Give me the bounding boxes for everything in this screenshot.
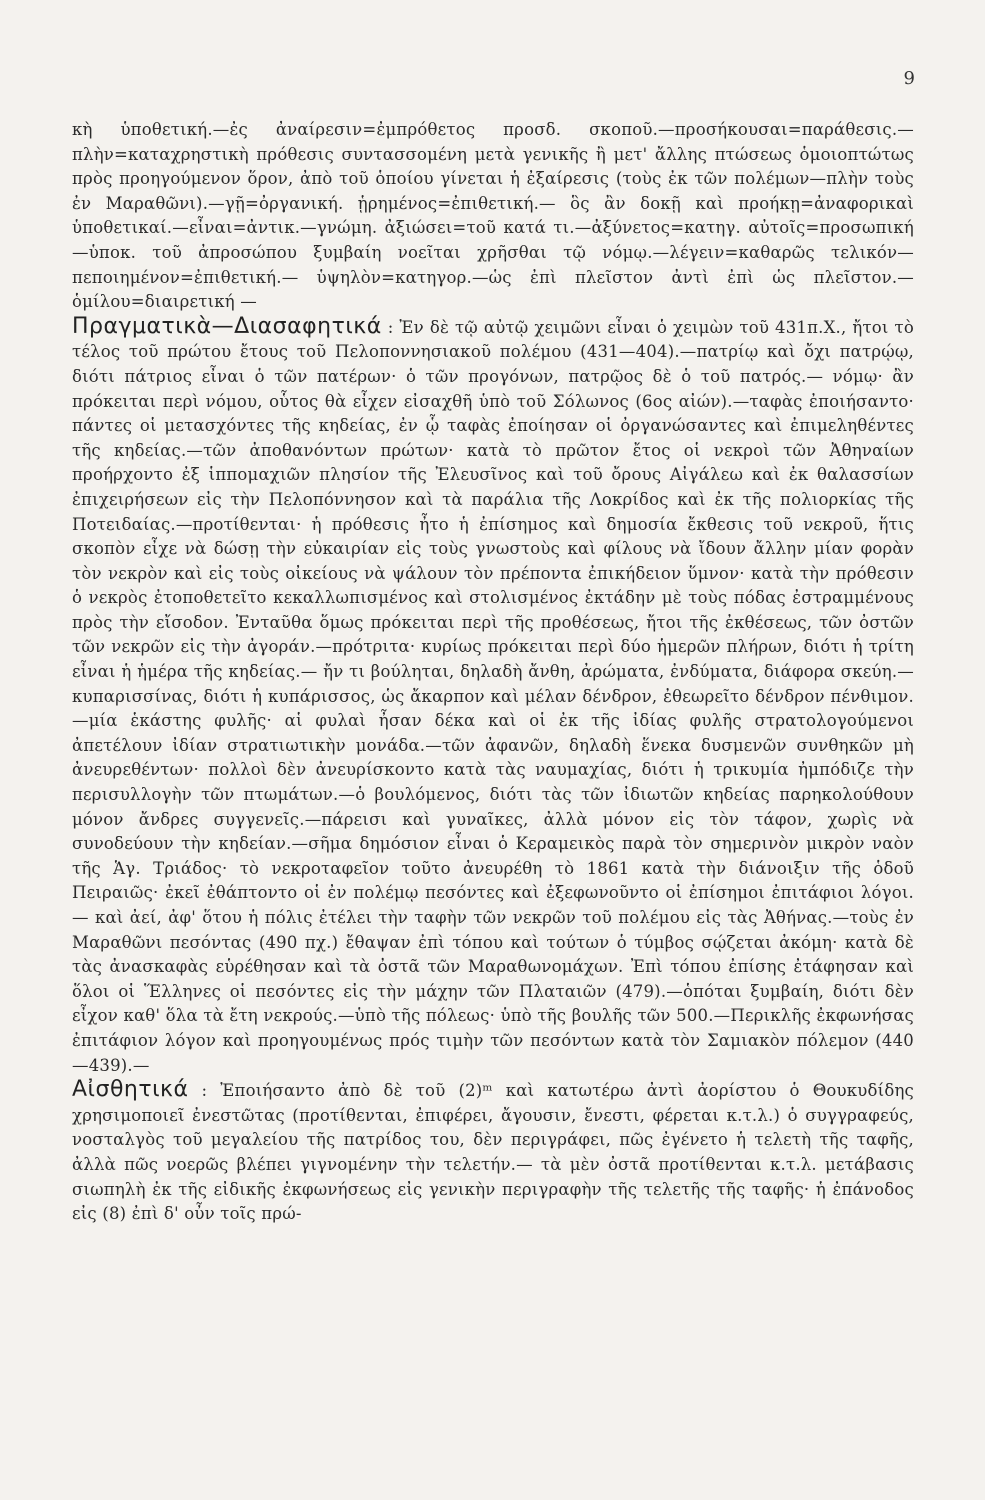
commentary-text <box>72 118 914 1227</box>
aesthetic-notes-text: : Ἐποιήσαντο ἀπὸ δὲ τοῦ (2)ᵐ καὶ κατωτέρω ἀντὶ ἀορίστου ὁ Θουκυδίδης χρησιμοποιεῖ ἐνεστῶτας (προτίθενται, ἐπιφέρει, ἄγουσιν, ἔνεστι, φέρεται κ.τ.λ.) ὁ συγγραφεύς, νοσταλγὸς τοῦ μεγαλείου τῆς πατρίδος του, δὲν περιγράφει, πῶς ἐγένετο ἡ τελετὴ τῆς ταφῆς, ἀλλὰ πῶς νοερῶς βλέπει γιγνομένην τὴν τελετήν.— τὰ μὲν ὀστᾶ προτίθενται κ.τ.λ. μετάβασις σιωπηλὴ ἐκ τῆς εἰδικῆς ἐκφωνήσεως εἰς γενικὴν περιγραφὴν τῆς τελετῆς τῆς ταφῆς· ἡ ἐπάνοδος εἰς (8) ἐπὶ δ' οὖν τοῖς πρώ- <box>72 1081 914 1224</box>
section-heading-pragmatika: Πραγματικὰ—Διασαφητικά <box>72 313 382 339</box>
paragraph-aesthetic-notes <box>72 1078 914 1227</box>
section-heading-aisthetika: Αἰσθητικά <box>72 1077 189 1103</box>
historical-notes-text: : Ἐν δὲ τῷ αὐτῷ χειμῶνι εἶναι ὁ χειμὼν τοῦ 431π.Χ., ἤτοι τὸ τέλος τοῦ πρώτου ἔτους τοῦ Πελοποννησιακοῦ πολέμου (431—404).—πατρίῳ καὶ ὄχι πατρῴῳ, διότι πάτριος εἶναι ὁ τῶν πατέρων· ὁ τῶν προγόνων, πατρῷος δὲ ὁ τοῦ πατρός.— νόμῳ· ἂν πρόκειται περὶ νόμου, οὗτος θὰ εἶχεν εἰσαχθῆ ὑπὸ τοῦ Σόλωνος (6ος αἰών).—ταφὰς ἐποιήσαντο· πάντες οἱ μετασχόντες τῆς κηδείας, ἐν ᾧ ταφὰς ἐποίησαν οἱ ὀργανώσαντες καὶ ἐπιμεληθέντες τῆς κηδείας.—τῶν ἀποθανόντων πρώτων· κατὰ τὸ πρῶτον ἔτος οἱ νεκροὶ τῶν Ἀθηναίων προήρχοντο ἐξ ἱππομαχιῶν πλησίον τῆς Ἐλευσῖνος καὶ τοῦ ὄρους Αἰγάλεω καὶ ἐκ θαλασσίων ἐπιχειρήσεων εἰς τὴν Πελοπόννησον καὶ τὰ παράλια τῆς Λοκρίδος καὶ ἐκ τῆς πολιορκίας τῆς Ποτειδαίας.—προτίθενται· ἡ πρόθεσις ἦτο ἡ ἐπίσημος καὶ δημοσία ἔκθεσις τοῦ νεκροῦ, ἥτις σκοπὸν εἶχε νὰ δώσῃ τὴν εὐκαιρίαν εἰς τοὺς γνωστοὺς καὶ φίλους νὰ ἴδουν ἄλλην μίαν φορὰν τὸν νεκρὸν καὶ εἰς τοὺς οἰκείους νὰ ψάλουν τὸν πρέποντα ἐπικήδειον ὕμνον· κατὰ τὴν πρόθεσιν ὁ νεκρὸς ἐτοποθετεῖτο κεκαλλωπισμένος καὶ στολισμένος ἐκτάδην μὲ τοὺς πόδας ἐστραμμένους πρὸς τὴν εἴσοδον. Ἐνταῦθα ὅμως πρόκειται περὶ τῆς προθέσεως, ἤτοι τῆς ἐκθέσεως, τῶν ὀστῶν τῶν νεκρῶν εἰς τὴν ἀγοράν.—πρότριτα· κυρίως πρόκειται περὶ δύο ἡμερῶν πλήρων, διότι ἡ τρίτη εἶναι ἡ ἡμέρα τῆς κηδείας.— ἤν τι βούληται, δηλαδὴ ἄνθη, ἀρώματα, ἐνδύματα, διάφορα σκεύη.—κυπαρισσίνας, διότι ἡ κυπάρισσος, ὡς ἄκαρπον καὶ μέλαν δένδρον, ἐθεωρεῖτο δένδρον πένθιμον.—μία ἑκάστης φυλῆς· αἱ φυλαὶ ἦσαν δέκα καὶ οἱ ἐκ τῆς ἰδίας φυλῆς στρατολογούμενοι ἀπετέλουν ἰδίαν στρατιωτικὴν μονάδα.—τῶν ἀφανῶν, δηλαδὴ ἕνεκα δυσμενῶν συνθηκῶν μὴ ἀνευρεθέντων· πολλοὶ δὲν ἀνευρίσκοντο κατὰ τὰς ναυμαχίας, διότι ἡ τρικυμία ἠμπόδιζε τὴν περισυλλογὴν τῶν πτωμάτων.—ὁ βουλόμενος, διότι τὰς τῶν ἰδιωτῶν κηδείας παρηκολούθουν μόνον ἄνδρες συγγενεῖς.—πάρεισι καὶ γυναῖκες, ἀλλὰ μόνον εἰς τὸν τάφον, χωρὶς νὰ συνοδεύουν τὴν κηδείαν.—σῆμα δημόσιον εἶναι ὁ Κεραμεικὸς παρὰ τὸν σημερινὸν μικρὸν ναὸν τῆς Ἁγ. Τριάδος· τὸ νεκροταφεῖον τοῦτο ἀνευρέθη τὸ 1861 κατὰ τὴν διάνοιξιν τῆς ὁδοῦ Πειραιῶς· ἐκεῖ ἐθάπτοντο οἱ ἐν πολέμῳ πεσόντες καὶ ἐξεφωνοῦντο οἱ ἐπίσημοι ἐπιτάφιοι λόγοι.— καὶ ἀεί, ἀφ' ὅτου ἡ πόλις ἐτέλει τὴν ταφὴν τῶν νεκρῶν τοῦ πολέμου εἰς τὰς Ἀθήνας.—τοὺς ἐν Μαραθῶνι πεσόντας (490 πχ.) ἔθαψαν ἐπὶ τόπου καὶ τούτων ὁ τύμβος σῴζεται ἀκόμη· κατὰ δὲ τὰς ἀνασκαφὰς εὑρέθησαν καὶ τὰ ὀστᾶ τῶν Μαραθωνομάχων. Ἐπὶ τόπου ἐπίσης ἐτάφησαν καὶ ὅλοι οἱ Ἕλληνες οἱ πεσόντες εἰς τὴν μάχην τῶν Πλαταιῶν (479).—ὁπόται ξυμβαίη, διότι δὲν εἶχον καθ' ὅλα τὰ ἔτη νεκρούς.—ὑπὸ τῆς πόλεως· ὑπὸ τῆς βουλῆς τῶν 500.—Περικλῆς ἐκφωνήσας ἐπιτάφιον λόγον καὶ προηγουμένως πρός τιμὴν τῶν πεσόντων κατὰ τὸν Σαμιακὸν πόλεμον (440—439).— <box>72 317 914 1075</box>
page-number: 9 <box>903 68 915 89</box>
paragraph-historical-notes <box>72 315 914 1078</box>
paragraph-grammar-notes: κὴ ὑποθετική.—ἐς ἀναίρεσιν=ἐμπρόθετος προσδ. σκοποῦ.—προσήκουσαι=παράθεσις.—πλὴν=καταχρηστικὴ πρόθεσις συντασσομένη μετὰ γενικῆς ἢ μετ' ἄλλης πτώσεως ὁμοιοπτώτως πρὸς προηγούμενον ὅρον, ἀπὸ τοῦ ὁποίου γίνεται ἡ ἐξαίρεσις (τοὺς ἐκ τῶν πολέμων—πλὴν τοὺς ἐν Μαραθῶνι).—γῇ=ὀργανική. ᾑρημένος=ἐπιθετική.— ὃς ἂν δοκῇ καὶ προήκῃ=ἀναφορικαὶ ὑποθετικαί.—εἶναι=ἀντικ.—γνώμη. ἀξιώσει=τοῦ κατά τι.—ἀξύνετος=κατηγ. αὐτοῖς=προσωπική—ὑποκ. τοῦ ἀπροσώπου ξυμβαίη νοεῖται χρῆσθαι τῷ νόμῳ.—λέγειν=καθαρῶς τελικόν—πεποιημένον=ἐπιθετική.— ὑψηλὸν=κατηγορ.—ὡς ἐπὶ πλεῖστον ἀντὶ ἐπὶ ὡς πλεῖστον.—ὁμίλου=διαιρετική — <box>72 120 914 312</box>
